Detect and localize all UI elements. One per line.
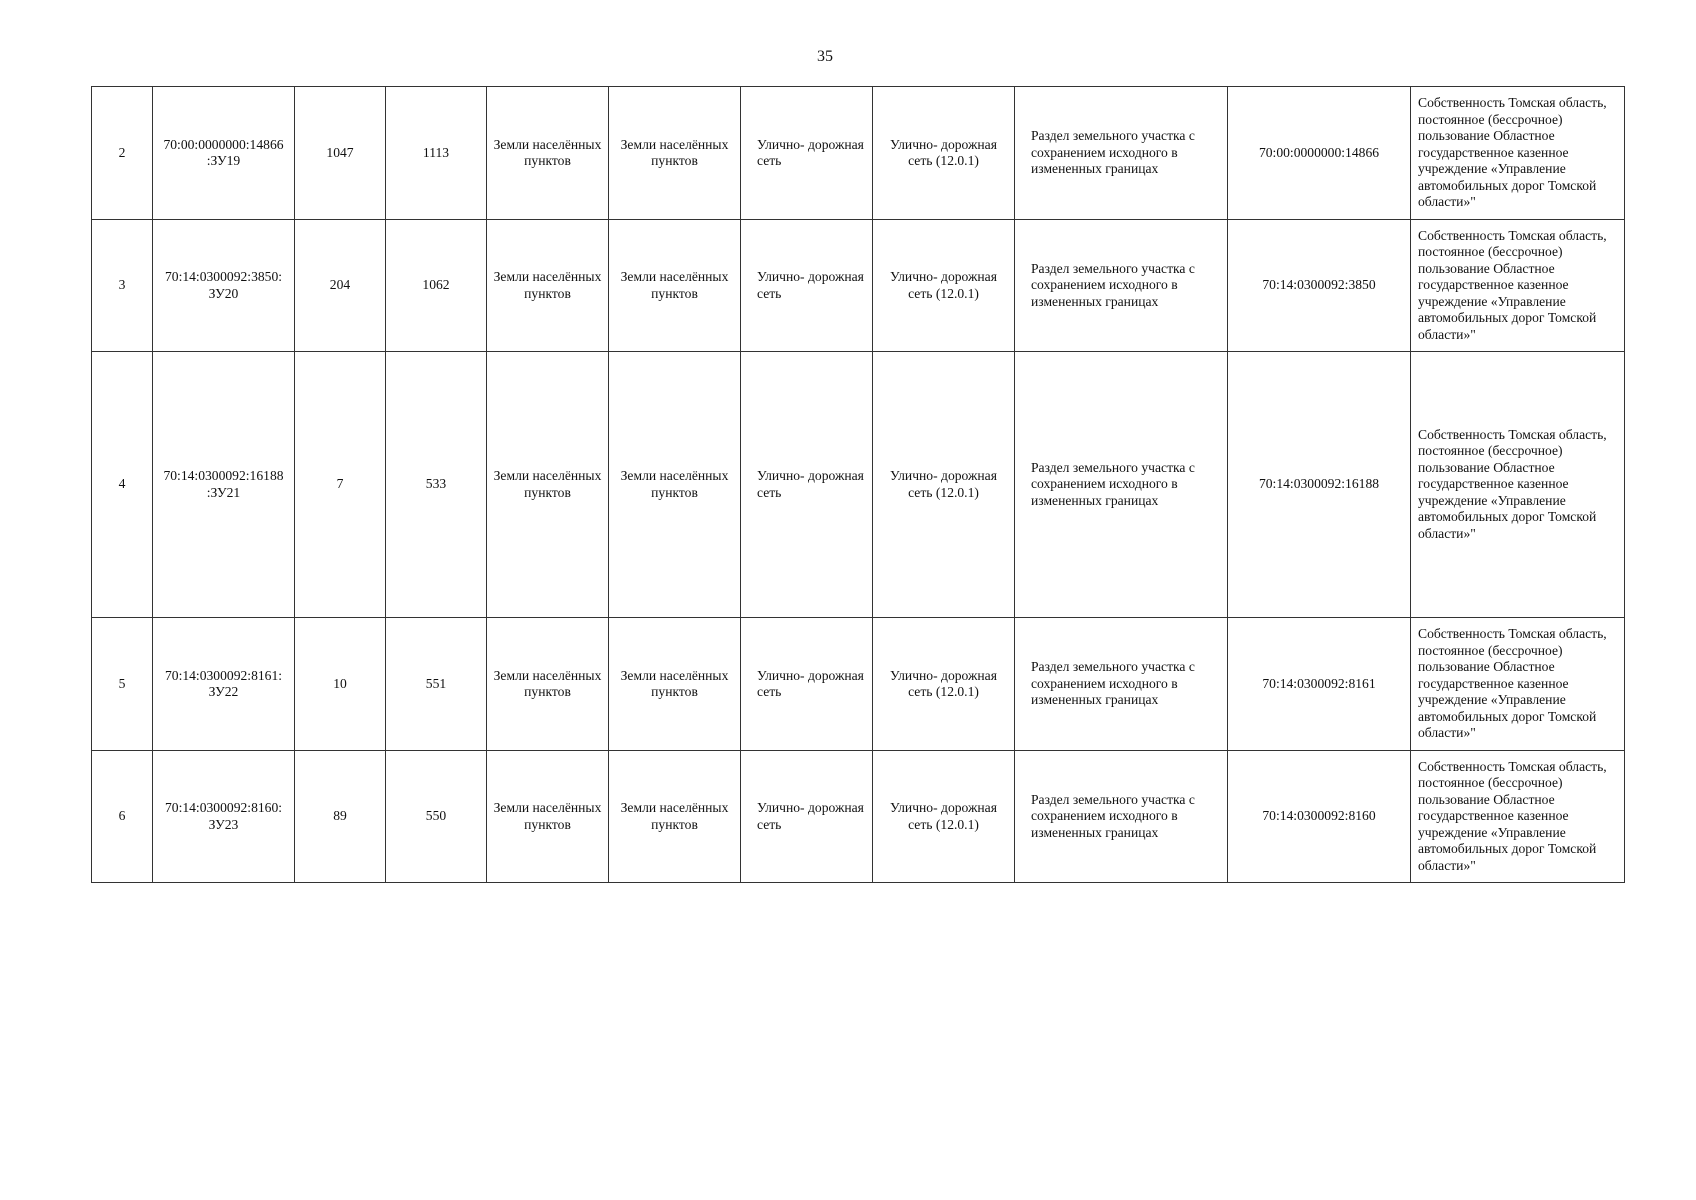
table-row [92,87,1625,220]
permitted-use-code: Улично- дорожная сеть (12.0.1) [873,751,1015,883]
formation-method: Раздел земельного участка с сохранением исходного в измененных границах [1015,87,1228,220]
plot-designation: 70:00:0000000:14866 :ЗУ19 [153,87,295,220]
land-plots-table [91,86,1625,883]
permitted-use: Улично- дорожная сеть [741,751,873,883]
area-value: 204 [295,220,386,352]
formation-method: Раздел земельного участка с сохранением исходного в измененных границах [1015,220,1228,352]
land-category-2: Земли населённых пунктов [609,220,741,352]
area-value-2: 1062 [386,220,487,352]
row-number: 5 [92,618,153,751]
permitted-use: Улично- дорожная сеть [741,87,873,220]
source-plot-number: 70:14:0300092:8160 [1228,751,1411,883]
source-plot-number: 70:14:0300092:3850 [1228,220,1411,352]
permitted-use: Улично- дорожная сеть [741,352,873,618]
permitted-use-code: Улично- дорожная сеть (12.0.1) [873,618,1015,751]
formation-method: Раздел земельного участка с сохранением исходного в измененных границах [1015,352,1228,618]
page-number: 35 [817,48,833,65]
area-value-2: 550 [386,751,487,883]
permitted-use: Улично- дорожная сеть [741,618,873,751]
rights-holder: Собственность Томская область, постоянное (бессрочное) пользование Областное государственное казенное учреждение «Управление автомобильных дорог Томской области»" [1411,352,1625,618]
land-category: Земли населённых пунктов [487,220,609,352]
plot-designation: 70:14:0300092:3850: ЗУ20 [153,220,295,352]
rights-holder: Собственность Томская область, постоянное (бессрочное) пользование Областное государственное казенное учреждение «Управление автомобильных дорог Томской области»" [1411,751,1625,883]
formation-method: Раздел земельного участка с сохранением исходного в измененных границах [1015,751,1228,883]
area-value: 7 [295,352,386,618]
land-category-2: Земли населённых пунктов [609,618,741,751]
plot-designation: 70:14:0300092:8160: ЗУ23 [153,751,295,883]
land-category: Земли населённых пунктов [487,352,609,618]
row-number: 3 [92,220,153,352]
land-category-2: Земли населённых пунктов [609,87,741,220]
source-plot-number: 70:00:0000000:14866 [1228,87,1411,220]
permitted-use-code: Улично- дорожная сеть (12.0.1) [873,220,1015,352]
land-category-2: Земли населённых пунктов [609,352,741,618]
land-category: Земли населённых пунктов [487,87,609,220]
permitted-use-code: Улично- дорожная сеть (12.0.1) [873,352,1015,618]
row-number: 2 [92,87,153,220]
rights-holder: Собственность Томская область, постоянное (бессрочное) пользование Областное государственное казенное учреждение «Управление автомобильных дорог Томской области»" [1411,87,1625,220]
permitted-use-code: Улично- дорожная сеть (12.0.1) [873,87,1015,220]
source-plot-number: 70:14:0300092:16188 [1228,352,1411,618]
row-number: 4 [92,352,153,618]
rights-holder: Собственность Томская область, постоянное (бессрочное) пользование Областное государственное казенное учреждение «Управление автомобильных дорог Томской области»" [1411,220,1625,352]
rights-holder: Собственность Томская область, постоянное (бессрочное) пользование Областное государственное казенное учреждение «Управление автомобильных дорог Томской области»" [1411,618,1625,751]
formation-method: Раздел земельного участка с сохранением исходного в измененных границах [1015,618,1228,751]
area-value: 89 [295,751,386,883]
plot-designation: 70:14:0300092:16188 :ЗУ21 [153,352,295,618]
table-row [92,618,1625,751]
area-value-2: 551 [386,618,487,751]
table-row [92,751,1625,883]
area-value-2: 533 [386,352,487,618]
source-plot-number: 70:14:0300092:8161 [1228,618,1411,751]
land-category-2: Земли населённых пунктов [609,751,741,883]
area-value: 10 [295,618,386,751]
table-row [92,220,1625,352]
land-category: Земли населённых пунктов [487,618,609,751]
area-value: 1047 [295,87,386,220]
row-number: 6 [92,751,153,883]
plot-designation: 70:14:0300092:8161: ЗУ22 [153,618,295,751]
table-row [92,352,1625,618]
land-category: Земли населённых пунктов [487,751,609,883]
area-value-2: 1113 [386,87,487,220]
permitted-use: Улично- дорожная сеть [741,220,873,352]
